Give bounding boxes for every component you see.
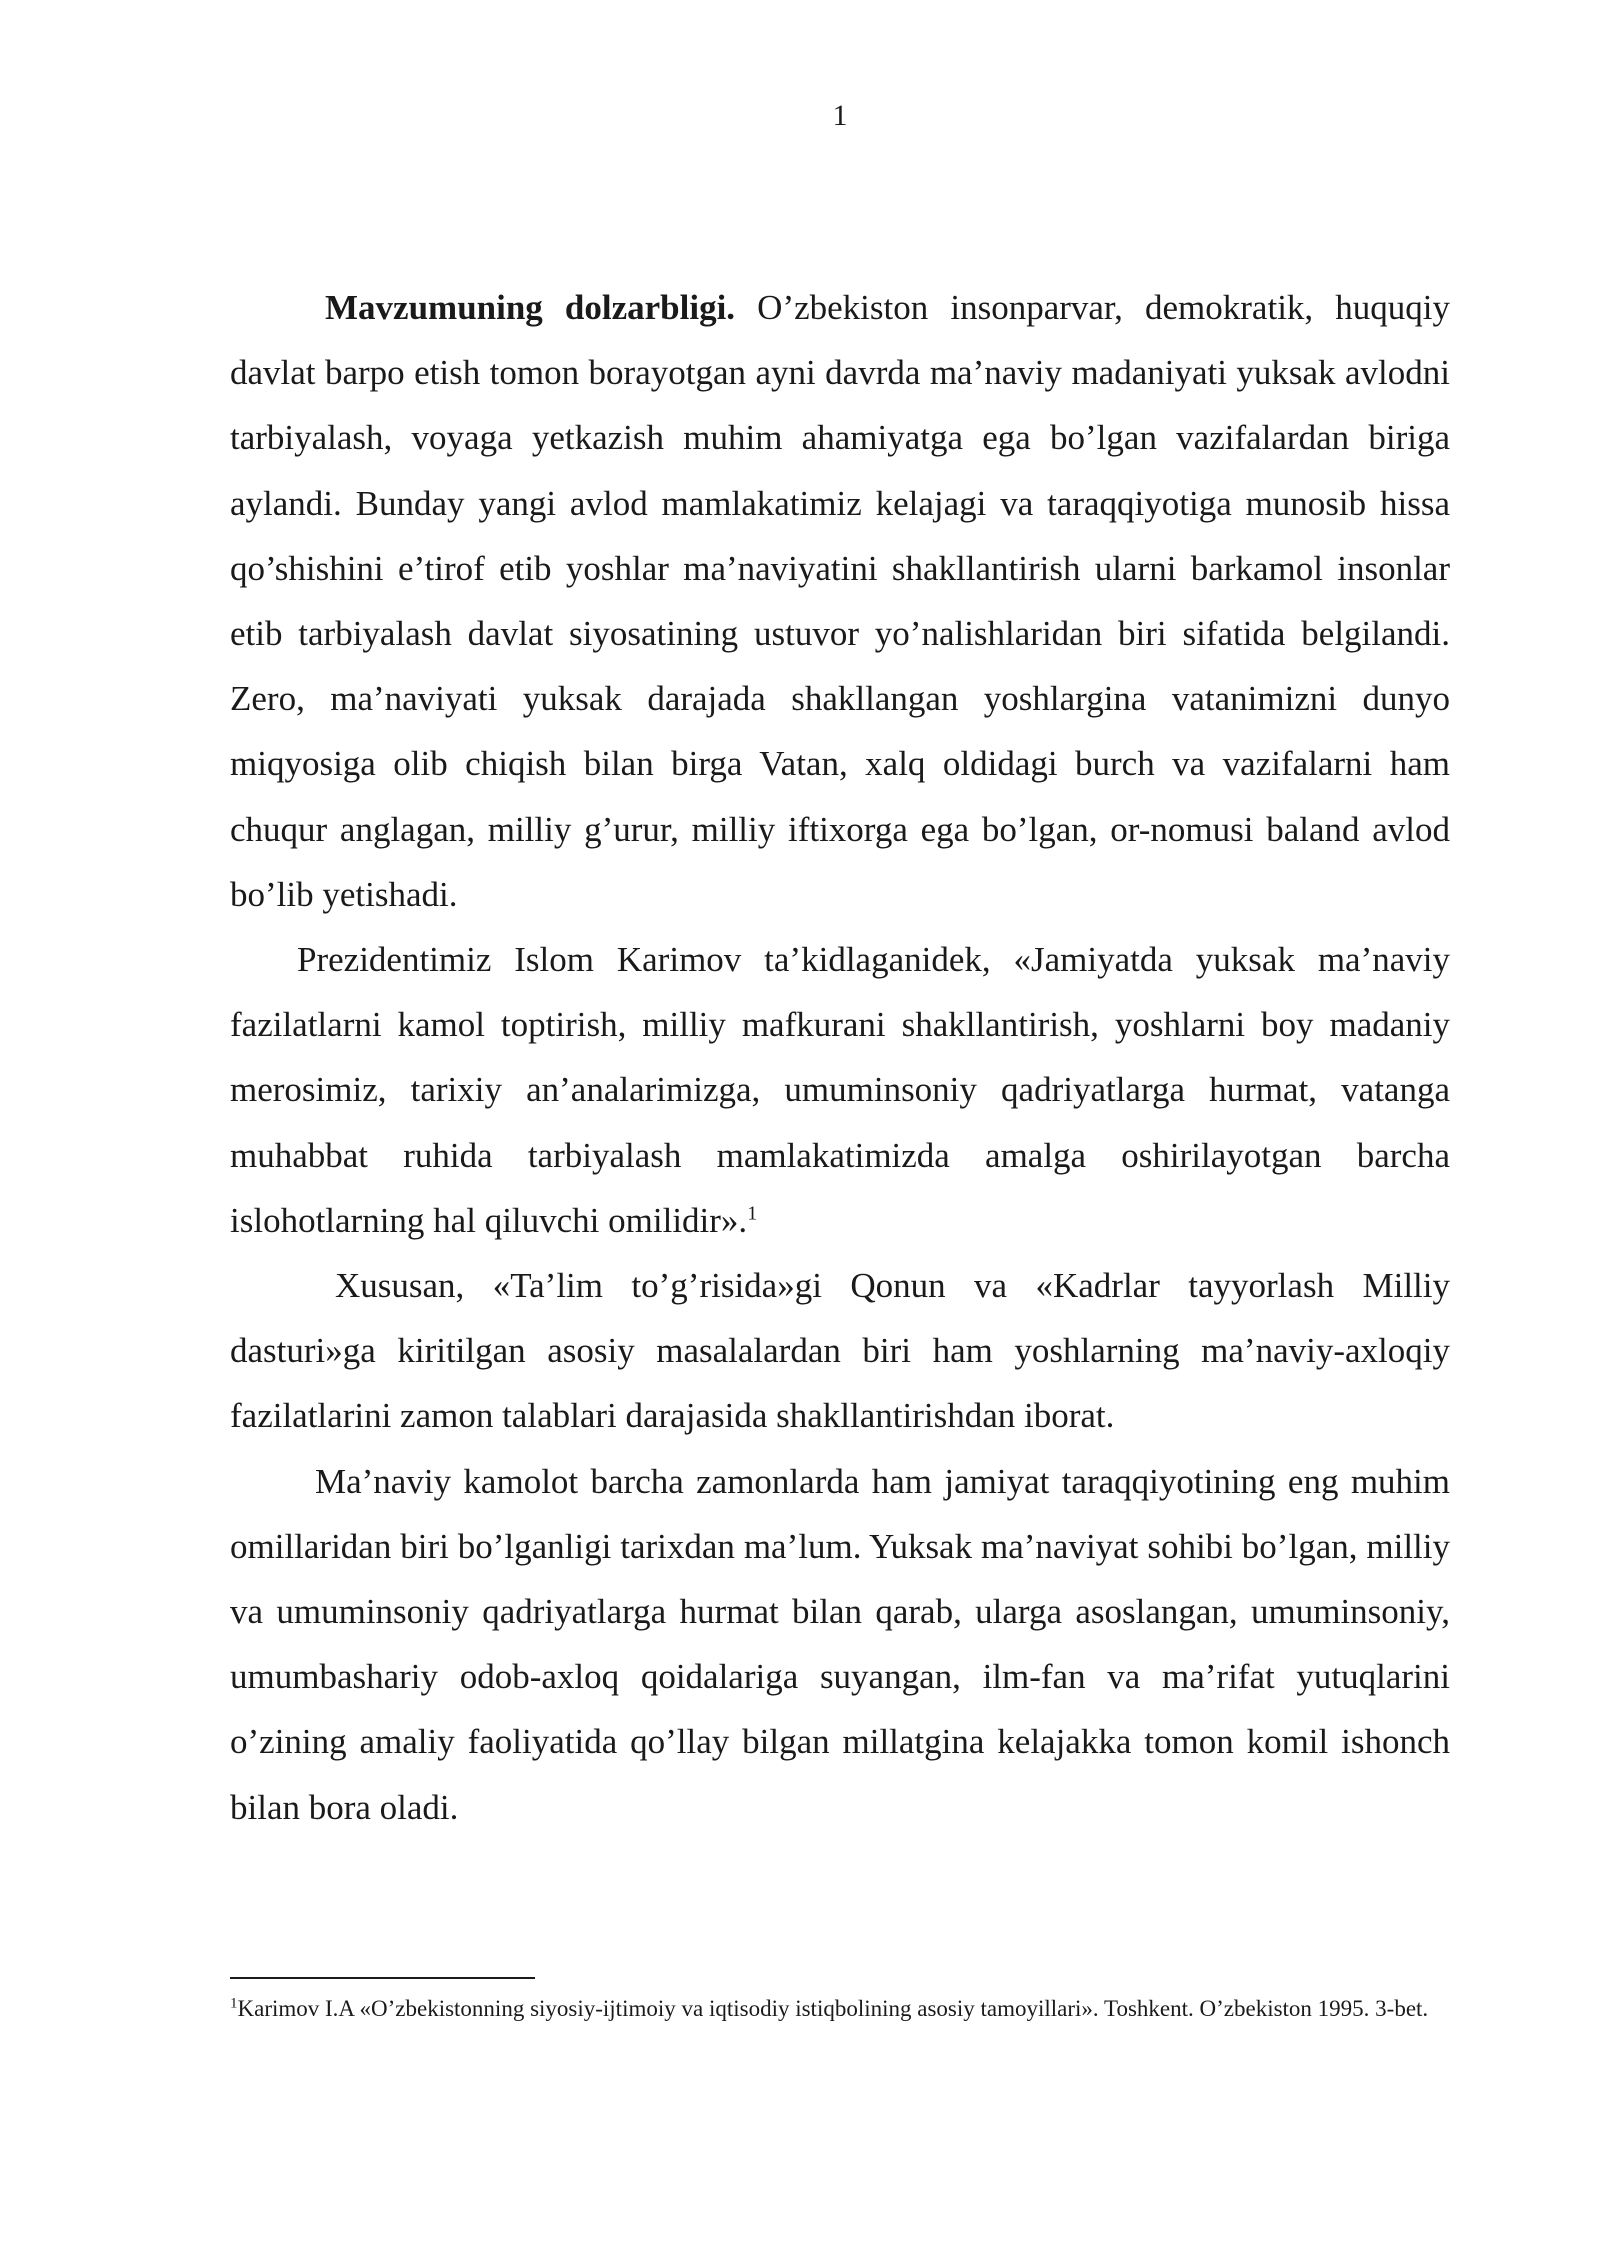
footnote-reference: 1	[747, 1202, 758, 1225]
paragraph-3	[230, 1253, 1450, 1449]
paragraph-1-text: O’zbekiston insonparvar, demokratik, huquqiy davlat barpo etish tomon borayotgan ayni davrda ma’naviy madaniyati yuksak avlodni tarbiyalash, voyaga yetkazish muhim ahamiyatga ega bo’lgan vazifalardan biriga aylandi. Bunday yangi avlod mamlakatimiz kelajagi va taraqqiyotiga munosib hissa qo’shishini e’tirof etib yoshlar ma’naviyatini shakllantirish ularni barkamol insonlar etib tarbiyalash davlat siyosatining ustuvor yo’nalishlaridan biri sifatida belgilandi. Zero, ma’naviyati yuksak darajada shakllangan yoshlargina vatanimizni dunyo miqyosiga olib chiqish bilan birga Vatan, xalq oldidagi burch va vazifalarni ham chuqur anglagan, milliy g’urur, milliy iftixorga ega bo’lgan, or-nomusi baland avlod bo’lib yetishadi.	[230, 288, 1450, 914]
footnote-divider	[230, 1977, 535, 1979]
body-text	[230, 275, 1450, 1840]
section-lead: Mavzumuning dolzarbligi.	[325, 288, 736, 327]
paragraph-4-text: Ma’naviy kamolot barcha zamonlarda ham jamiyat taraqqiyotining eng muhim omillaridan biri bo’lganligi tarixdan ma’lum. Yuksak ma’naviyat sohibi bo’lgan, milliy va umuminsoniy qadriyatlarga hurmat bilan qarab, ularga asoslangan, umuminsoniy, umumbashariy odob-axloq qoidalariga suyangan, ilm-fan va ma’rifat yutuqlarini o’zining amaliy faoliyatida qo’llay bilgan millatgina kelajakka tomon komil ishonch bilan bora oladi.	[230, 1461, 1450, 1827]
paragraph-2	[230, 927, 1450, 1253]
paragraph-2-text: Prezidentimiz Islom Karimov ta’kidlaganidek, «Jamiyatda yuksak ma’naviy fazilatlarni kamol toptirish, milliy mafkurani shakllantirish, yoshlarni boy madaniy merosimiz, tarixiy an’analarimizga, umuminsoniy qadriyatlarga hurmat, vatanga muhabbat ruhida tarbiyalash mamlakatimizda amalga oshirilayotgan barcha islohotlarning hal qiluvchi omilidir».	[230, 940, 1450, 1240]
paragraph-3-text: Xususan, «Ta’lim to’g’risida»gi Qonun va «Kadrlar tayyorlash Milliy dasturi»ga kiritilgan asosiy masalalardan biri ham yoshlarning ma’naviy-axloqiy fazilatlarini zamon talablari darajasida shakllantirishdan iborat.	[230, 1266, 1450, 1436]
footnote-number: 1	[230, 1995, 238, 2012]
footnote-text: Karimov I.A «O’zbekistonning siyosiy-ijtimoiy va iqtisodiy istiqbolining asosiy tamoyillari». Toshkent. O’zbekiston 1995. 3-bet.	[237, 1996, 1429, 2021]
page-number: 1	[832, 99, 848, 132]
paragraph-4	[230, 1449, 1450, 1840]
paragraph-1	[230, 275, 1450, 927]
footnote	[230, 1985, 1450, 2033]
